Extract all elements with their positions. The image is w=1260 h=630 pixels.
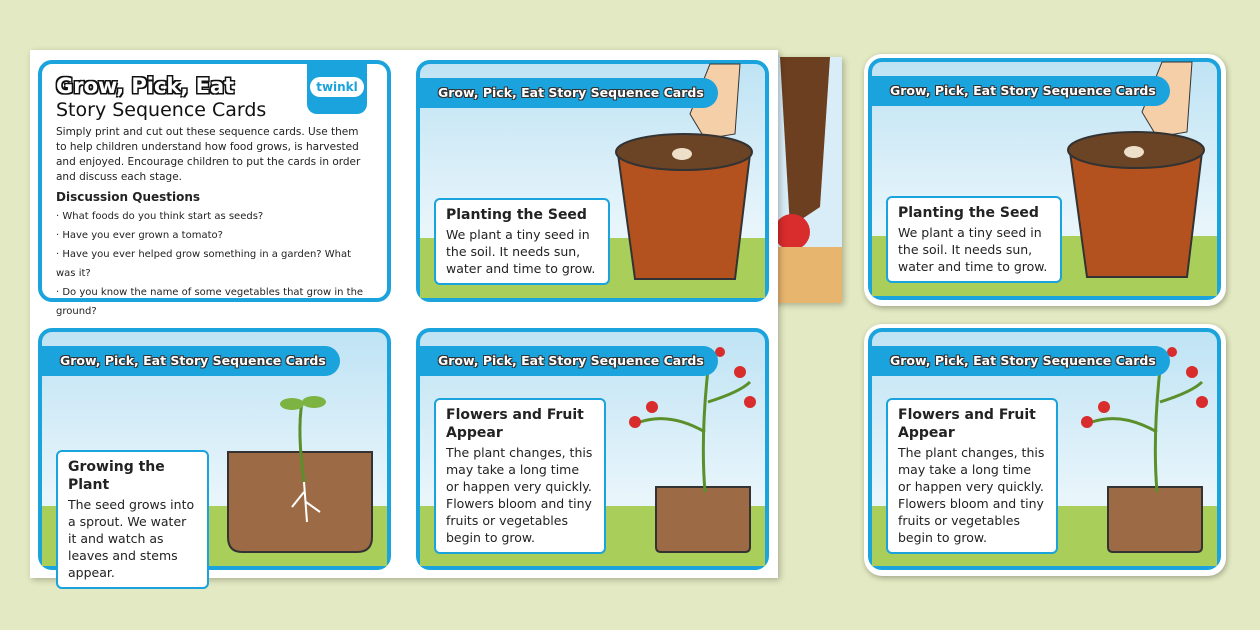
card-body: We plant a tiny seed in the soil. It needs sun, water and time to grow. xyxy=(898,225,1048,274)
questions-heading: Discussion Questions xyxy=(56,190,201,204)
question: · Have you ever grown a tomato? xyxy=(56,226,373,245)
intro-subtitle: Story Sequence Cards xyxy=(56,99,267,121)
card-body: The plant changes, this may take a long time or happen very quickly. Flowers bloom and tiny fruits or vegetables begin to grow. xyxy=(446,445,593,545)
card-body: The plant changes, this may take a long time or happen very quickly. Flowers bloom and tiny fruits or vegetables begin to grow. xyxy=(898,445,1045,545)
card-banner: Grow, Pick, Eat Story Sequence Cards xyxy=(42,346,340,376)
card-body: The seed grows into a sprout. We water it and watch as leaves and stems appear. xyxy=(68,497,195,580)
card-title: Planting the Seed xyxy=(898,205,1039,221)
card-title: Flowers and Fruit Appear xyxy=(898,407,1036,441)
worksheet-page xyxy=(30,50,778,578)
card-text-box xyxy=(434,198,610,285)
card-planting-seed-copy xyxy=(868,58,1221,300)
question: · Do you know the name of some vegetables that grow in the ground? xyxy=(56,283,373,321)
card-planting-seed xyxy=(416,60,769,302)
intro-title: Grow, Pick, Eat xyxy=(56,74,235,98)
card-preview-planting xyxy=(864,54,1226,306)
intro-card xyxy=(38,60,391,317)
questions-list xyxy=(56,207,373,321)
intro-description: Simply print and cut out these sequence cards. Use them to help children understand how food grows, is harvested and enjoyed. Encourage children to put the cards in order and discuss each stage. xyxy=(56,126,361,183)
card-body: We plant a tiny seed in the soil. It needs sun, water and time to grow. xyxy=(446,227,596,276)
card-text-box xyxy=(434,398,606,554)
card-title: Flowers and Fruit Appear xyxy=(446,407,584,441)
card-title: Growing the Plant xyxy=(68,459,165,493)
back-sheet-preview xyxy=(770,57,842,303)
twinkl-logo xyxy=(307,60,367,114)
card-text-box xyxy=(886,196,1062,283)
card-title: Planting the Seed xyxy=(446,207,587,223)
card-text-box xyxy=(56,450,209,589)
card-flowers-fruit-copy xyxy=(868,328,1221,570)
harvest-illustration xyxy=(770,57,842,303)
question: · Have you ever helped grow something in a garden? What was it? xyxy=(56,245,373,283)
card-banner: Grow, Pick, Eat Story Sequence Cards xyxy=(420,78,718,108)
card-text-box xyxy=(886,398,1058,554)
card-preview-flowers xyxy=(864,324,1226,576)
card-growing-plant xyxy=(38,328,391,580)
question: · What foods do you think start as seeds? xyxy=(56,207,373,226)
logo-text: twinkl xyxy=(310,77,364,97)
card-banner: Grow, Pick, Eat Story Sequence Cards xyxy=(872,76,1170,106)
card-banner: Grow, Pick, Eat Story Sequence Cards xyxy=(420,346,718,376)
card-banner: Grow, Pick, Eat Story Sequence Cards xyxy=(872,346,1170,376)
card-flowers-fruit xyxy=(416,328,769,570)
